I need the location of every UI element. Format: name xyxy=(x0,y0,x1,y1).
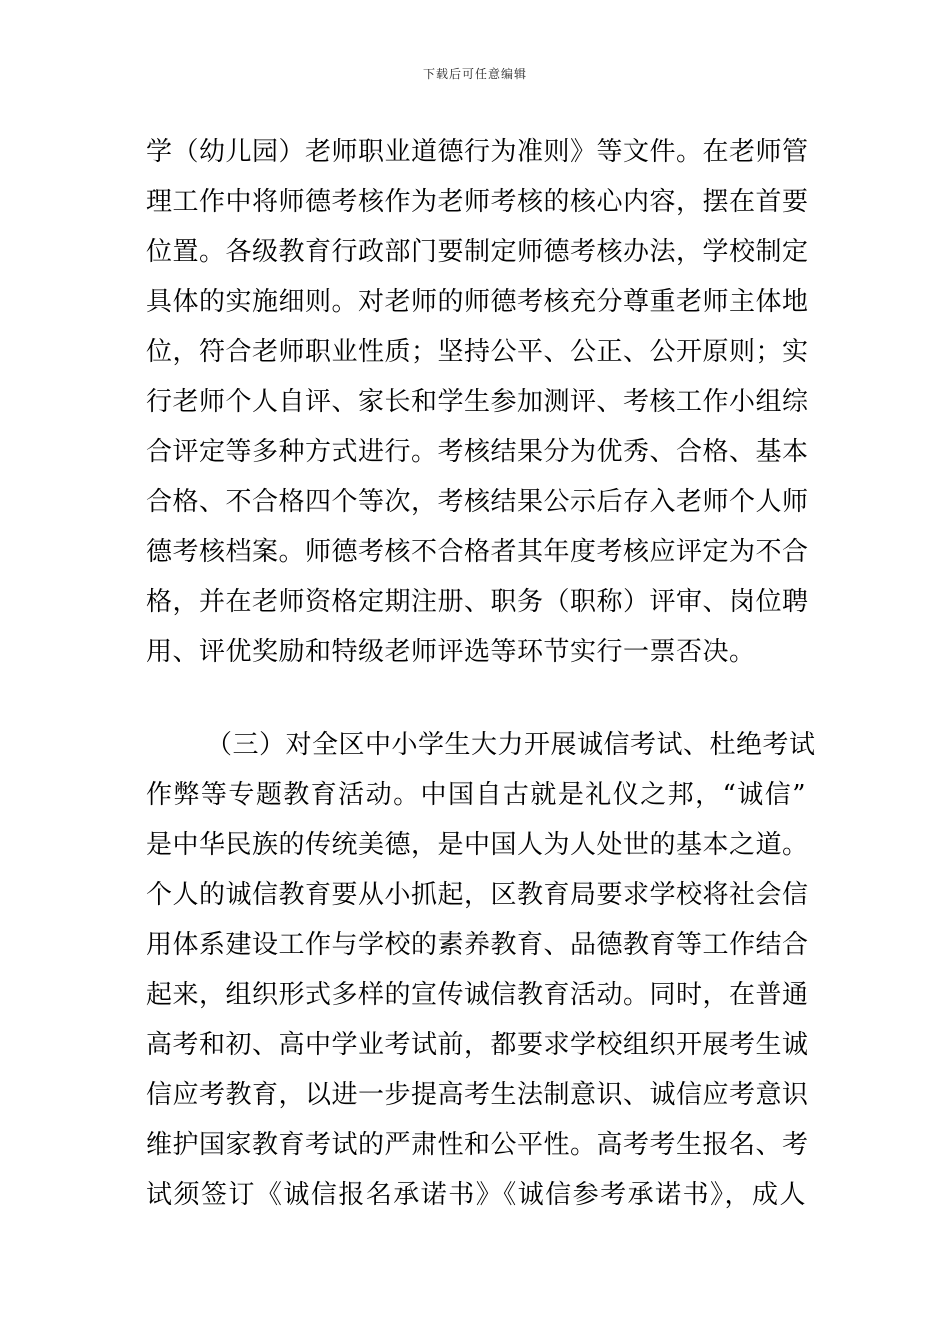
text-line: 试须签订《诚信报名承诺书》《诚信参考承诺书》，成人 xyxy=(146,1180,806,1210)
text-line: 格，并在老师资格定期注册、职务（职称）评审、岗位聘 xyxy=(146,587,809,617)
text-line: 作弊等专题教育活动。中国自古就是礼仪之邦，“诚信” xyxy=(146,780,806,810)
paragraph-teacher-ethics-assessment xyxy=(146,127,809,677)
text-line: 行老师个人自评、家长和学生参加测评、考核工作小组综 xyxy=(146,387,809,417)
text-line: 合格、不合格四个等次，考核结果公示后存入老师个人师 xyxy=(146,487,809,517)
text-line: 理工作中将师德考核作为老师考核的核心内容，摆在首要 xyxy=(146,187,809,217)
text-line: 用体系建设工作与学校的素养教育、品德教育等工作结合 xyxy=(146,930,809,960)
text-line: 信应考教育，以进一步提高考生法制意识、诚信应考意识 xyxy=(146,1080,809,1110)
page-header: 下载后可任意编辑 xyxy=(422,67,527,81)
text-line: 位，符合老师职业性质；坚持公平、公正、公开原则；实 xyxy=(146,337,809,367)
text-line: 学（幼儿园）老师职业道德行为准则》等文件。在老师管 xyxy=(146,137,809,167)
text-line: 位置。各级教育行政部门要制定师德考核办法，学校制定 xyxy=(146,237,809,267)
text-line: 具体的实施细则。对老师的师德考核充分尊重老师主体地 xyxy=(146,287,809,317)
paragraph-integrity-exam-education xyxy=(146,720,816,1220)
text-line: （三）对全区中小学生大力开展诚信考试、杜绝考试 xyxy=(206,730,816,760)
text-line: 用、评优奖励和特级老师评选等环节实行一票否决。 xyxy=(146,637,756,667)
text-line: 个人的诚信教育要从小抓起，区教育局要求学校将社会信 xyxy=(146,880,809,910)
text-line: 起来，组织形式多样的宣传诚信教育活动。同时，在普通 xyxy=(146,980,809,1010)
text-line: 德考核档案。师德考核不合格者其年度考核应评定为不合 xyxy=(146,537,809,567)
text-line: 合评定等多种方式进行。考核结果分为优秀、合格、基本 xyxy=(146,437,809,467)
text-line: 高考和初、高中学业考试前，都要求学校组织开展考生诚 xyxy=(146,1030,809,1060)
text-line: 是中华民族的传统美德，是中国人为人处世的基本之道。 xyxy=(146,830,809,860)
text-line: 维护国家教育考试的严肃性和公平性。高考考生报名、考 xyxy=(146,1130,809,1160)
